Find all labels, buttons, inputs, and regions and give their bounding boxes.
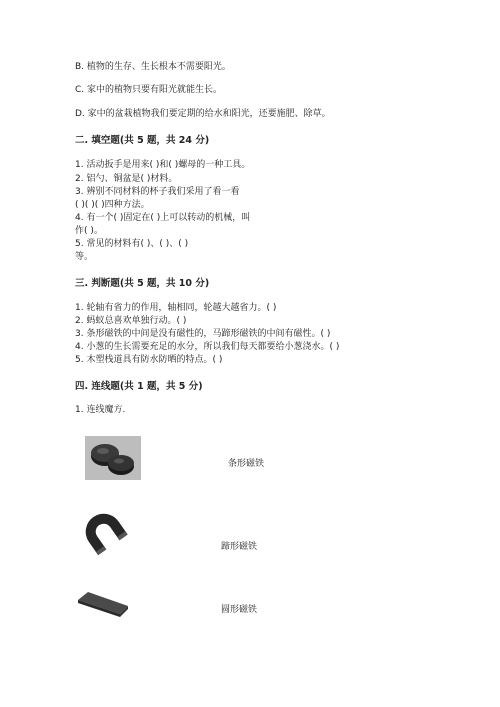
round-magnet-image: [85, 436, 141, 480]
fill-blank-q1: 1. 活动扳手是用来( )和( )螺母的一种工具。: [75, 160, 251, 170]
judgement-q3: 3. 条形磁铁的中间是没有磁性的，马蹄形磁铁的中间有磁性。( ): [75, 329, 331, 339]
fill-blank-q5-cont: 等。: [75, 252, 94, 262]
fill-blank-q3-cont: ( )( )( )四种方法。: [75, 200, 150, 210]
judgement-q4: 4. 小葱的生长需要充足的水分，所以我们每天都要给小葱浇水。( ): [75, 342, 340, 352]
fill-blank-q3: 3. 辨别不同材料的杯子我们采用了看一看: [75, 187, 240, 197]
judgement-q1: 1. 轮轴有省力的作用，轴相同，轮越大越省力。( ): [75, 303, 277, 313]
matching-question: 1. 连线魔方.: [75, 405, 126, 415]
option-b: B. 植物的生存、生长根本不需要阳光。: [75, 62, 231, 72]
section-matching-heading: 四. 连线题(共 1 题，共 5 分): [75, 381, 203, 392]
fill-blank-q5: 5. 常见的材料有( )、( )、( ): [75, 239, 189, 249]
fill-blank-q4-cont: 作( )。: [75, 226, 103, 236]
fill-blank-q2: 2. 铝勺、铜盆是( )材料。: [75, 174, 178, 184]
option-c: C. 家中的植物只要有阳光就能生长。: [75, 85, 223, 95]
option-d: D. 家中的盆栽植物我们要定期的给水和阳光，还要施肥、除草。: [75, 109, 331, 119]
bar-magnet-image: [76, 588, 130, 618]
section-judgement-heading: 三. 判断题(共 5 题，共 10 分): [75, 278, 210, 289]
horseshoe-magnet-image: [78, 505, 134, 561]
matching-label-bar-magnet: 条形磁铁: [228, 459, 265, 469]
section-fill-blank-heading: 二. 填空题(共 5 题，共 24 分): [75, 135, 210, 146]
fill-blank-q4: 4. 有一个( )固定在( )上可以转动的机械，叫: [75, 213, 251, 223]
judgement-q5: 5. 木塑栈道具有防水防晒的特点。( ): [75, 355, 223, 365]
matching-label-round-magnet: 圆形磁铁: [221, 605, 258, 615]
judgement-q2: 2. 蚂蚁总喜欢单独行动。( ): [75, 316, 187, 326]
matching-label-horseshoe-magnet: 蹄形磁铁: [221, 542, 258, 552]
